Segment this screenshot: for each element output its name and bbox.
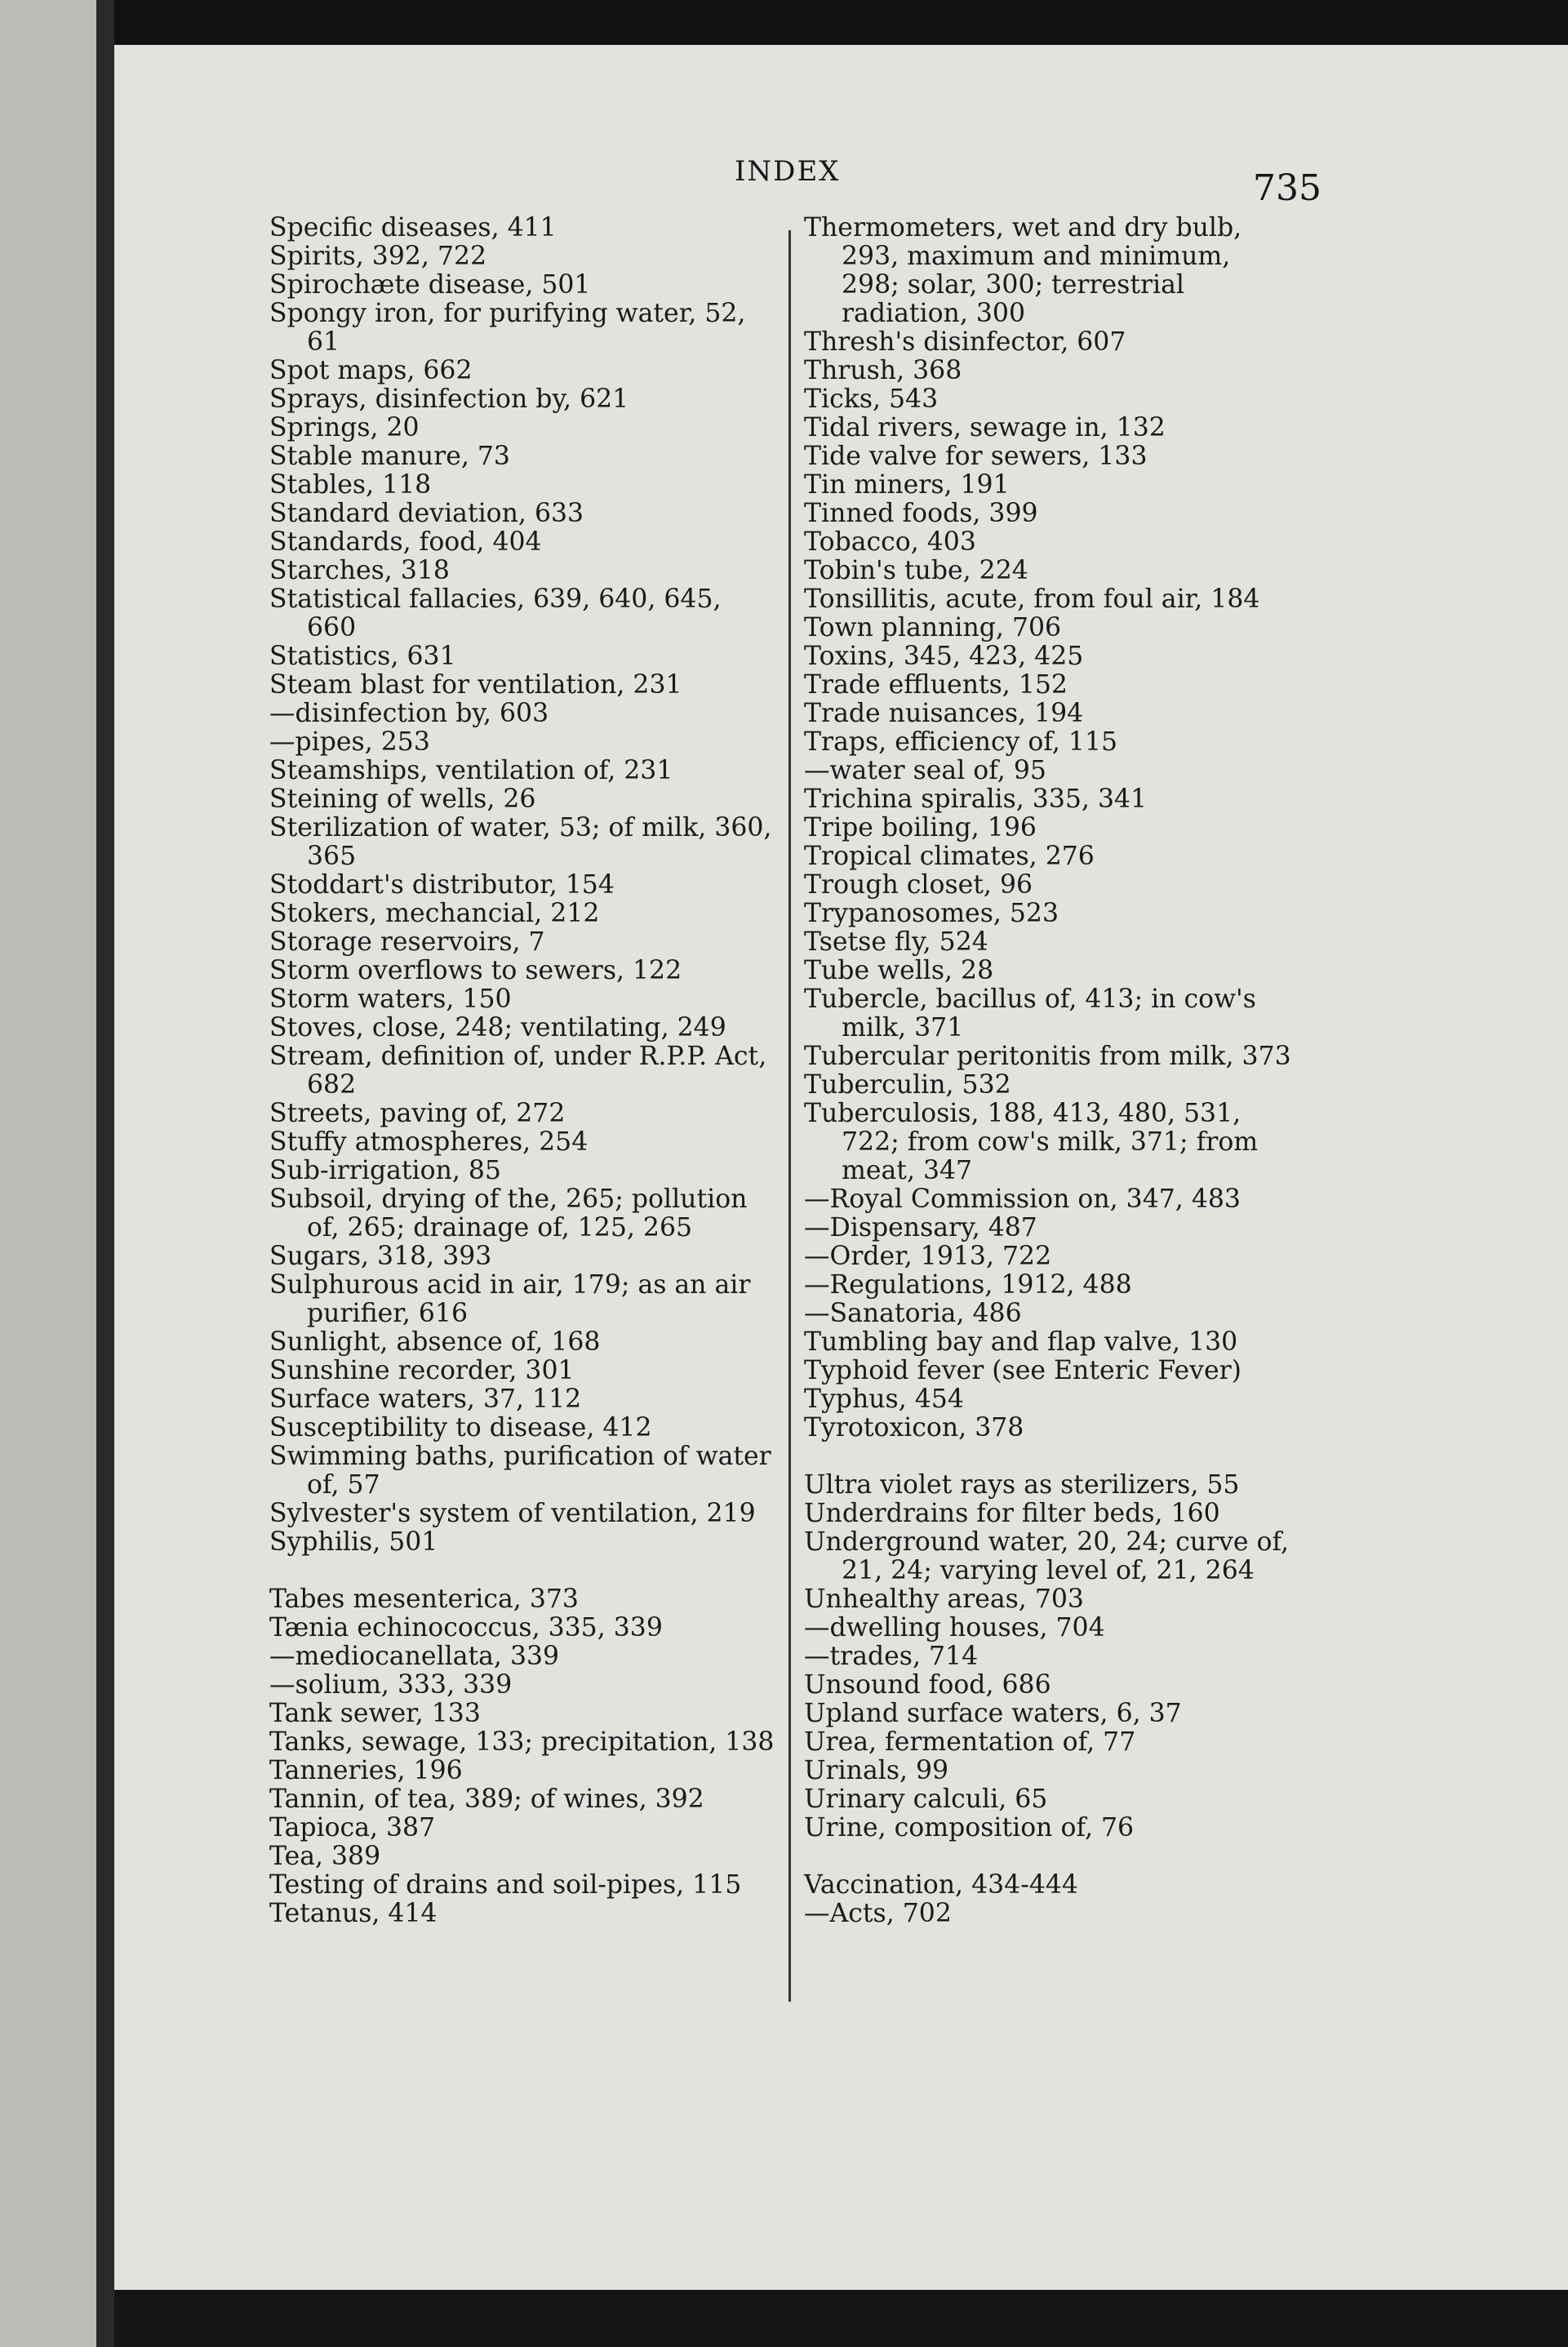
index-entry: Tobin's tube, 224 (804, 556, 1028, 585)
index-column-left (269, 214, 775, 1928)
index-entry: Sylvester's system of ventilation, 219 (269, 1499, 756, 1528)
index-entry: Sugars, 318, 393 (269, 1242, 492, 1271)
index-entry: Storm overflows to sewers, 122 (269, 956, 682, 985)
index-entry: Standards, food, 404 (269, 527, 542, 557)
index-entry: Thrush, 368 (804, 356, 962, 385)
index-entry: Steining of wells, 26 (269, 785, 536, 814)
index-entry: Typhus, 454 (804, 1385, 964, 1414)
index-entry: Spongy iron, for purifying water, 52, 61 (269, 299, 746, 357)
index-entry: Stokers, mechancial, 212 (269, 899, 600, 928)
index-entry: Testing of drains and soil-pipes, 115 (269, 1870, 742, 1900)
index-entry: Standard deviation, 633 (269, 499, 584, 528)
index-entry: Storm waters, 150 (269, 985, 512, 1014)
index-entry: Streets, paving of, 272 (269, 1099, 566, 1128)
index-entry: Sterilization of water, 53; of milk, 360, 365 (269, 813, 772, 871)
index-entry: Vaccination, 434-444 (804, 1870, 1078, 1900)
index-entry: Tanneries, 196 (269, 1756, 463, 1785)
index-entry: Subsoil, drying of the, 265; pollution of, 265; drainage of, 125, 265 (269, 1185, 748, 1242)
running-head: INDEX (735, 155, 841, 188)
index-entry: Tinned foods, 399 (804, 499, 1038, 528)
index-entry: —pipes, 253 (269, 727, 430, 757)
facing-page-edge (0, 0, 96, 2347)
index-entry: Tuberculin, 532 (804, 1070, 1011, 1100)
index-entry: Sprays, disinfection by, 621 (269, 384, 629, 414)
index-entry: Tumbling bay and flap valve, 130 (804, 1327, 1238, 1357)
index-entry: Trichina spiralis, 335, 341 (804, 785, 1148, 814)
index-entry: Underdrains for filter beds, 160 (804, 1499, 1220, 1528)
index-entry: Storage reservoirs, 7 (269, 927, 545, 957)
index-entry: Tube wells, 28 (804, 956, 994, 985)
column-divider (788, 230, 791, 2002)
index-entry: Traps, efficiency of, 115 (804, 727, 1118, 757)
index-entry: Trade effluents, 152 (804, 670, 1068, 700)
index-entry: Tabes mesenterica, 373 (269, 1585, 579, 1614)
index-entry: —Order, 1913, 722 (804, 1242, 1052, 1271)
page-gutter-shadow (96, 0, 114, 2347)
index-entry: Spirits, 392, 722 (269, 242, 487, 271)
index-entry: —Sanatoria, 486 (804, 1299, 1022, 1328)
index-entry: Sub-irrigation, 85 (269, 1156, 501, 1185)
index-entry: Spirochæte disease, 501 (269, 270, 591, 300)
index-entry: Toxins, 345, 423, 425 (804, 642, 1084, 671)
index-entry: Trade nuisances, 194 (804, 699, 1084, 728)
index-entry: Unhealthy areas, 703 (804, 1585, 1084, 1614)
index-entry: Urea, fermentation of, 77 (804, 1727, 1136, 1757)
index-entry: Sunlight, absence of, 168 (269, 1327, 601, 1357)
index-entry: Tetanus, 414 (269, 1899, 438, 1928)
index-entry: Statistical fallacies, 639, 640, 645, 660 (269, 585, 722, 642)
index-entry: Susceptibility to disease, 412 (269, 1413, 652, 1442)
index-entry: Tapioca, 387 (269, 1813, 436, 1842)
index-entry: Tank sewer, 133 (269, 1699, 481, 1728)
index-entry: —Regulations, 1912, 488 (804, 1270, 1132, 1300)
index-column-right (804, 214, 1294, 1928)
index-entry: Town planning, 706 (804, 613, 1062, 642)
index-entry: Tænia echinococcus, 335, 339 (269, 1613, 663, 1642)
index-entry: Springs, 20 (269, 413, 420, 442)
index-entry: Ultra violet rays as sterilizers, 55 (804, 1470, 1240, 1500)
scan-border-bottom (114, 2290, 1568, 2347)
index-entry: —solium, 333, 339 (269, 1670, 513, 1700)
index-entry: —Acts, 702 (804, 1899, 952, 1928)
index-entry: —mediocanellata, 339 (269, 1642, 560, 1671)
index-entry: Steamships, ventilation of, 231 (269, 756, 673, 785)
index-entry: Trypanosomes, 523 (804, 899, 1059, 928)
index-entry: Trough closet, 96 (804, 870, 1033, 900)
index-entry: Tyrotoxicon, 378 (804, 1413, 1024, 1442)
index-entry: Thresh's disinfector, 607 (804, 327, 1126, 357)
index-entry: —dwelling houses, 704 (804, 1613, 1105, 1642)
index-entry: Syphilis, 501 (269, 1527, 438, 1557)
index-entry: —Royal Commission on, 347, 483 (804, 1185, 1241, 1214)
index-entry: Urinals, 99 (804, 1756, 949, 1785)
index-entry: Stuffy atmospheres, 254 (269, 1127, 589, 1157)
index-entry: Swimming baths, purification of water of, 57 (269, 1442, 771, 1500)
index-entry: Urinary calculi, 65 (804, 1785, 1048, 1814)
index-entry: Stoves, close, 248; ventilating, 249 (269, 1013, 726, 1042)
index-entry: Tuberculosis, 188, 413, 480, 531, 722; from cow's milk, 371; from meat, 347 (804, 1099, 1259, 1185)
index-entry: —trades, 714 (804, 1642, 979, 1671)
index-entry: Tanks, sewage, 133; precipitation, 138 (269, 1727, 775, 1757)
index-entry: —disinfection by, 603 (269, 699, 549, 728)
index-entry: Starches, 318 (269, 556, 450, 585)
index-entry: Spot maps, 662 (269, 356, 473, 385)
index-entry: Stable manure, 73 (269, 442, 510, 471)
scan-border-top (0, 0, 1568, 45)
index-entry: Stoddart's distributor, 154 (269, 870, 615, 900)
index-entry: Urine, composition of, 76 (804, 1813, 1135, 1842)
index-entry: Sunshine recorder, 301 (269, 1356, 575, 1385)
index-entry: Tide valve for sewers, 133 (804, 442, 1148, 471)
index-entry: Statistics, 631 (269, 642, 456, 671)
index-entry: Steam blast for ventilation, 231 (269, 670, 682, 700)
index-entry: Upland surface waters, 6, 37 (804, 1699, 1182, 1728)
index-entry: Ticks, 543 (804, 384, 939, 414)
index-entry: Tropical climates, 276 (804, 842, 1095, 871)
index-entry: Tubercular peritonitis from milk, 373 (804, 1042, 1291, 1071)
index-entry: Tannin, of tea, 389; of wines, 392 (269, 1785, 704, 1814)
page-number: 735 (1253, 167, 1321, 209)
index-entry: Tea, 389 (269, 1842, 381, 1871)
index-entry: —Dispensary, 487 (804, 1213, 1037, 1242)
index-entry: Tonsillitis, acute, from foul air, 184 (804, 585, 1260, 614)
index-entry: Thermometers, wet and dry bulb, 293, maximum and minimum, 298; solar, 300; terrestrial radiation, 300 (804, 213, 1242, 328)
index-entry: Tin miners, 191 (804, 470, 1010, 500)
index-entry: Unsound food, 686 (804, 1670, 1051, 1700)
index-entry: Tobacco, 403 (804, 527, 976, 557)
index-entry: Stream, definition of, under R.P.P. Act, 682 (269, 1042, 767, 1100)
index-entry: Tubercle, bacillus of, 413; in cow's milk, 371 (804, 985, 1256, 1042)
index-entry: Surface waters, 37, 112 (269, 1385, 582, 1414)
index-entry: Tsetse fly, 524 (804, 927, 988, 957)
index-entry: Stables, 118 (269, 470, 432, 500)
index-entry: Underground water, 20, 24; curve of, 21, 24; varying level of, 21, 264 (804, 1527, 1290, 1585)
index-entry: Tidal rivers, sewage in, 132 (804, 413, 1166, 442)
index-entry: —water seal of, 95 (804, 756, 1046, 785)
index-entry: Specific diseases, 411 (269, 213, 557, 242)
index-entry: Tripe boiling, 196 (804, 813, 1037, 842)
index-entry: Sulphurous acid in air, 179; as an air purifier, 616 (269, 1270, 751, 1328)
index-entry: Typhoid fever (see Enteric Fever) (804, 1356, 1242, 1385)
